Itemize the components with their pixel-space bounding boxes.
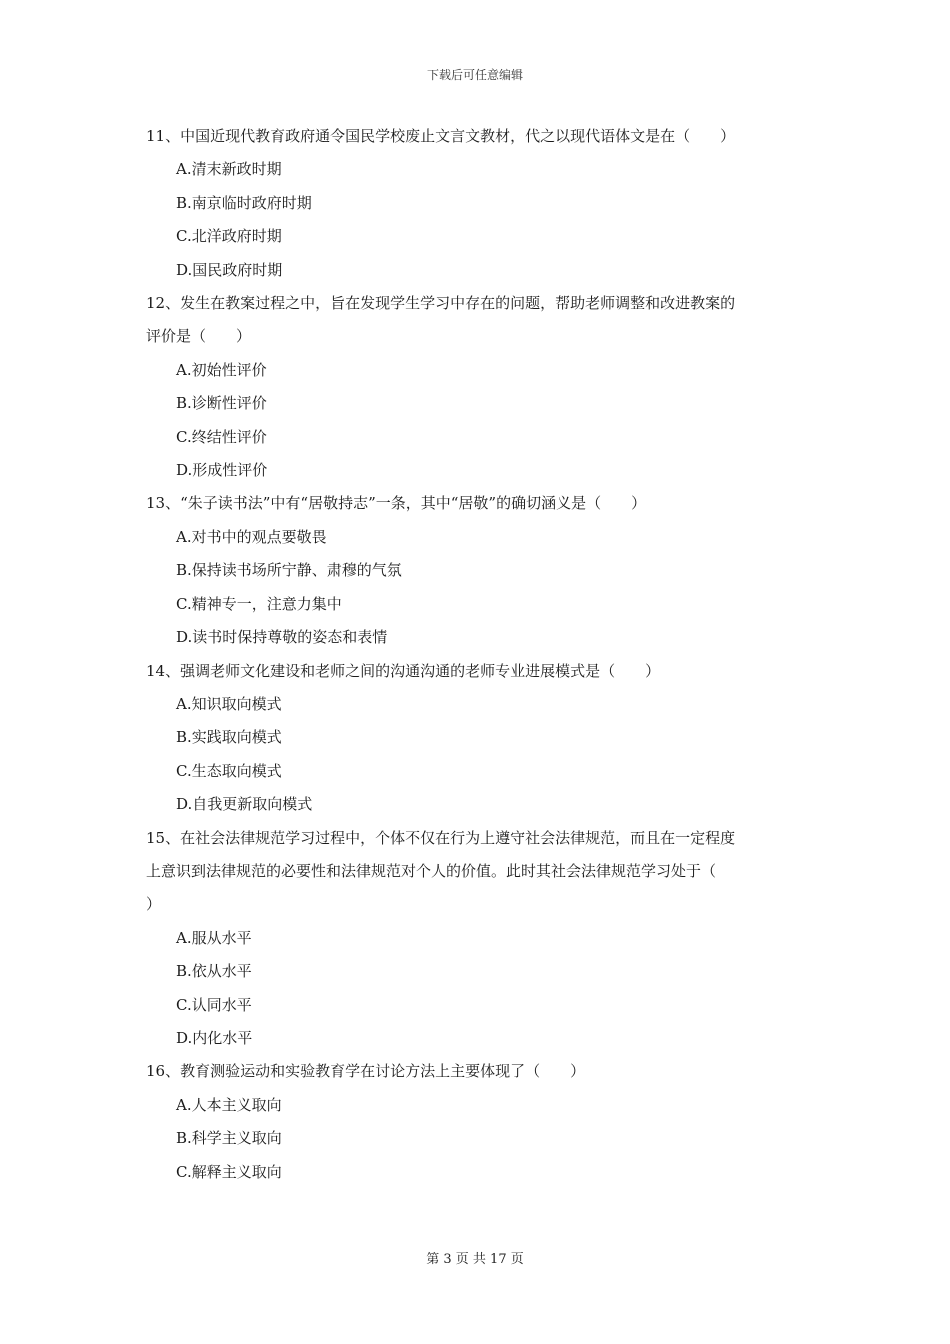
question-12-option-a: A.初始性评价 [176,360,267,379]
question-12-stem-cont: 评价是（ ） [146,327,252,346]
question-list [146,120,811,1189]
question-13-stem: 13、“朱子读书法”中有“居敬持志”一条，其中“居敬”的确切涵义是（ ） [146,494,647,513]
question-15-option-d: D.内化水平 [176,1028,253,1047]
question-12-option-b: B.诊断性评价 [176,394,267,413]
question-15-stem-cont: 上意识到法律规范的必要性和法律规范对个人的价值。此时其社会法律规范学习处于（ [146,861,717,880]
page-header: 下载后可任意编辑 [426,68,523,82]
question-12-option-d: D.形成性评价 [176,461,268,480]
question-12-stem: 12、发生在教案过程之中，旨在发现学生学习中存在的问题，帮助老师调整和改进教案的 [146,294,736,313]
question-13-option-c: C.精神专一，注意力集中 [176,594,342,613]
question-15-stem-end: ） [146,895,162,914]
question-16-option-a: A.人本主义取向 [176,1095,282,1114]
question-16-stem: 16、教育测验运动和实验教育学在讨论方法上主要体现了（ ） [146,1062,586,1081]
question-11-option-d: D.国民政府时期 [176,260,283,279]
question-11-stem: 11、中国近现代教育政府通令国民学校废止文言文教材，代之以现代语体文是在（ ） [146,127,736,145]
question-14-option-d: D.自我更新取向模式 [176,795,313,814]
question-11-option-c: C.北洋政府时期 [176,227,282,246]
question-14-option-c: C.生态取向模式 [176,761,282,780]
page-footer: 第 3 页 共 17 页 [426,1252,524,1267]
question-14-stem: 14、强调老师文化建设和老师之间的沟通沟通的老师专业进展模式是（ ） [146,661,661,680]
question-11-option-b: B.南京临时政府时期 [176,193,312,212]
question-14-option-b: B.实践取向模式 [176,728,282,747]
question-13-option-a: A.对书中的观点要敬畏 [176,527,327,546]
question-15-option-b: B.依从水平 [176,962,252,981]
question-16-option-b: B.科学主义取向 [176,1129,282,1148]
question-15-option-a: A.服从水平 [176,928,252,947]
question-15-option-c: C.认同水平 [176,995,252,1014]
question-13-option-b: B.保持读书场所宁静、肃穆的气氛 [176,561,402,580]
question-14-option-a: A.知识取向模式 [176,694,282,713]
question-11-option-a: A.清末新政时期 [176,160,282,179]
question-13-option-d: D.读书时保持尊敬的姿态和表情 [176,628,388,647]
question-15-stem: 15、在社会法律规范学习过程中，个体不仅在行为上遵守社会法律规范，而且在一定程度 [146,828,736,847]
question-16-option-c: C.解释主义取向 [176,1162,282,1181]
question-12-option-c: C.终结性评价 [176,427,267,446]
